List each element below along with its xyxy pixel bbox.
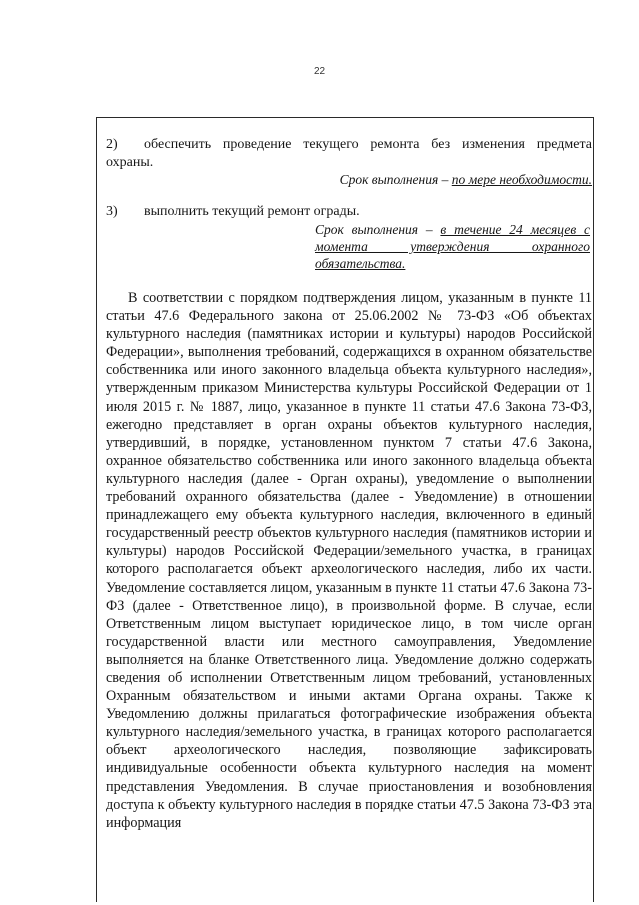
- item-number: 3): [106, 204, 118, 219]
- term-label: Срок выполнения: [339, 172, 439, 187]
- paragraph-text: В соответствии с порядком подтверждения лицом, указанным в пункте 11 статьи 47.6 Федерального закона от 25.06.2002 № 73-ФЗ «Об объектах культурного наследия (памятниках истории и культуры) народов Российской Федерации», выполнения требований, содержащихся в охранном обязательстве собственника или иного законного владельца объекта культурного наследия», утвержденным приказом Министерства культуры Российской Федерации от 1 июля 2015 г. № 1887, лицо, указанное в пункте 11 статьи 47.6 Закона 73-ФЗ, ежегодно представляет в орган охраны объектов культурного наследия, утвердивший, в порядке, установленном пунктом 7 статьи 47.6 Закона, охранное обязательство собственника или иного законного владельца объекта культурного наследия (далее - Орган охраны), уведомление о выполнении требований охранного обязательства (далее - Уведомление) в отношении принадлежащего ему объекта культурного наследия, включенного в единый государственный реестр объектов культурного наследия (памятников истории и культуры) народов Российской Федерации/земельного участка, в границах которого располагается объект археологического наследия, либо их части. Уведомление составляется лицом, указанным в пункте 11 статьи 47.6 Закона 73-ФЗ (далее - Ответственное лицо), в произвольной форме. В случае, если Ответственным лицом выступает юридическое лицо, в том числе орган государственной власти или местного самоуправления, Уведомление выполняется на бланке Ответственного лица. Уведомление должно содержать сведения об исполнении Ответственным лицом требований, установленных Охранным обязательством и иными актами Органа охраны. Также к Уведомлению должны прилагаться фотографические изображения объекта культурного наследия/земельного участка, в границах которого располагается объект археологического наследия, позволяющие зафиксировать индивидуальные особенности объекта культурного наследия на момент представления Уведомления. В случае приостановления и возобновления доступа к объекту культурного наследия в порядке статьи 47.5 Закона 73-ФЗ эта информация: [106, 290, 592, 831]
- list-item-2: [106, 136, 592, 172]
- page-number: 22: [313, 66, 326, 77]
- list-item-3: [106, 203, 592, 221]
- body-paragraph: [106, 289, 592, 832]
- item-3-term: Срок выполнения – в течение 24 месяцев с момента утверждения охранного обязательства.: [315, 222, 591, 271]
- term-label: Срок выполнения: [315, 222, 419, 237]
- item-number: 2): [106, 137, 118, 152]
- item-text: выполнить текущий ремонт ограды.: [144, 204, 360, 219]
- item-text: обеспечить проведение текущего ремонта без изменения предмета охраны.: [106, 137, 592, 170]
- term-value: в течение 24 месяцев с момента утверждения охранного обязательства.: [315, 222, 591, 271]
- term-value: по мере необходимости.: [451, 172, 592, 187]
- item-2-term: Срок выполнения – по мере необходимости.: [339, 172, 592, 187]
